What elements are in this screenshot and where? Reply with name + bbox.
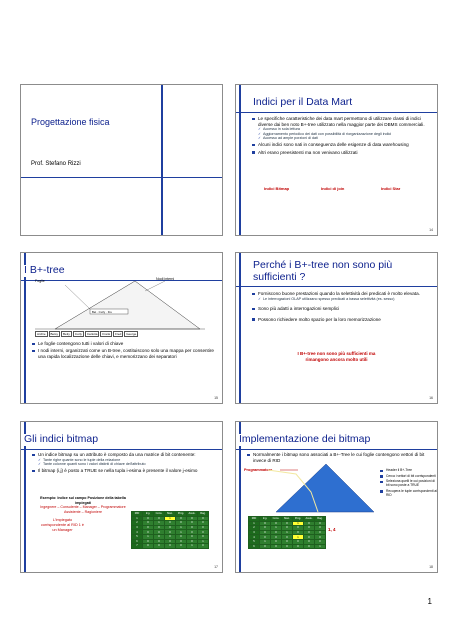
leaf-key: Frank (102, 332, 111, 336)
leaf-key: Fred (115, 332, 122, 336)
slide-heading: I B+-tree (24, 264, 65, 276)
table-row: 5 1 0 0 0 0 0 (132, 534, 209, 539)
slide-btree-insufficient (235, 252, 438, 404)
table-row: 6 0 0 0 0 0 1 (249, 544, 326, 549)
slide-number: 14 (429, 228, 433, 232)
bullet-item: Le specifiche caratteristiche dei data mart permettono di utilizzare classi di indici diverse dai ben noto B+-tree utilizzato nella maggior parte dei DBMS commerciali. ✓ Accesso in sola lettura ✓ Aggiornamento periodico dei dati con possibilità di riorganizzazione degli indici ✓ Accesso ad ampie porzioni di dati (251, 116, 431, 141)
slide-title-text: Progettazione fisica (31, 117, 110, 127)
leaf-key: Betty (63, 332, 70, 336)
leaves-label: Foglie (35, 279, 45, 283)
bullet-list (251, 291, 431, 324)
search-key-label: Programmatore (244, 468, 273, 472)
bullet-item: Sono più adatti a interrogazioni semplici (251, 306, 431, 312)
slide-heading: Indici per il Data Mart (253, 96, 353, 108)
side-steps (379, 468, 437, 499)
bullet-item: Un indice bitmap su un attributo è composto da una matrice di bit contenente: ✓ Tante righe quante sono le tuple della relazione ✓ Tante colonne quanti sono i valori distinti di chiave dell'attributo (31, 452, 216, 467)
step-item: Cerca i vettori di bit corrispondenti (379, 474, 437, 478)
bullet-item: Forniscono buone prestazioni quando la selettività dei predicati è molto elevata. ✓ Le interrogazioni OLAP utilizzano spesso predicati a bassa selettività (es. sesso) (251, 291, 431, 301)
sub-bullet: ✓ Le interrogazioni OLAP utilizzano spesso predicati a bassa selettività (es. sesso) (258, 297, 431, 301)
step-item: Header il B+-Tree (379, 468, 437, 472)
bullet-list (251, 116, 431, 157)
sub-bullet: ✓ Accesso ad ampie porzioni di dati (258, 136, 431, 140)
sub-bullet: ✓ Tante righe quante sono le tuple della relazione (38, 458, 216, 462)
sub-bullet: ✓ Tante colonne quanti sono i valori distinti di chiave dell'attributo (38, 462, 216, 466)
node-keys: Bet · Curly · Fre (92, 310, 112, 314)
slide-btree (20, 252, 223, 404)
leaf-key: George (126, 332, 137, 336)
kind-join: Indici di join (321, 186, 345, 191)
leaf-key: Curly (74, 332, 82, 336)
slide-number: 18 (429, 565, 433, 569)
sub-bullet: ✓ Accesso in sola lettura (258, 127, 431, 131)
slide-bitmap-index (20, 421, 223, 573)
slide-title (20, 84, 223, 236)
slide-number: 15 (214, 396, 218, 400)
kind-bitmap: Indici Bitmap (264, 186, 290, 191)
internal-nodes-label: Nodi interni (156, 277, 175, 281)
leaf-key: Archie (37, 332, 46, 336)
slide-author: Prof. Stefano Rizzi (31, 161, 81, 167)
bitmap-table: RID Ing. Cons. Man. Prog. Assis. Rag. 1 0 0 1 0 0 0 2 0 1 0 0 0 0 3 0 0 0 1 0 0 4 0 0 0 1 0 0 5 1 0 0 0 0 0 6 0 0 0 0 0 1 7 0 0 0 0 1 0 (131, 511, 209, 549)
table-row: 4 0 0 0 1 0 0 (132, 530, 209, 535)
bullet-item: I nodi interni, organizzati come un B-tree, costituiscono solo una mappa per consentire una rapida localizzazione delle chiavi, e memorizzano dei separatori (31, 348, 216, 359)
slide-heading: Gli indici bitmap (24, 433, 99, 445)
slide-number: 17 (214, 565, 218, 569)
example-text: Esempio: Indice sul campo Posizione della tabella impiegati Ingegnere – Consulente – Manager – Programmatore Assistente – Ragioniere (40, 496, 126, 515)
table-row: 2 0 1 0 0 0 0 (249, 526, 326, 531)
table-row: 5 1 0 0 0 0 0 (249, 539, 326, 544)
sub-bullet: ✓ Aggiornamento periodico dei dati con possibilità di riorganizzazione degli indici (258, 132, 431, 136)
btree-diagram (35, 271, 205, 337)
bullet-item: Alcuni indici sono nati in conseguenza delle esigenze di data warehousing (251, 142, 431, 148)
slide-bitmap-implementation (235, 421, 438, 573)
example-note: L'impiegato corrispondente al RID 1 è un Manager (40, 518, 85, 532)
bullet-list (31, 452, 216, 475)
slide-heading: Implementazione dei bitmap (239, 433, 371, 445)
bitmap-table: RID Ing. Cons. Man. Prog. Assis. Rag. 1 0 0 0 1 0 0 2 0 1 0 0 0 0 3 0 0 1 0 0 0 4 0 0 0 1 0 0 5 1 0 0 0 0 0 6 0 0 0 0 0 1 (248, 516, 326, 549)
bullet-item: Normalmente i bitmap sono associati a B+-Tree le cui foglie contengono vettori di bit invece di RID (246, 452, 431, 463)
result-rids: 1, 4 (328, 527, 336, 532)
table-row: 3 0 0 1 0 0 0 (249, 530, 326, 535)
step-item: Recupera le tuple corrispondenti ai RID (379, 489, 437, 497)
step-item: Seleziona quelli le cui posizioni di bit sono poste a TRUE (379, 479, 437, 487)
leaf-row (35, 331, 138, 337)
callout: I B+-tree non sono più sufficienti ma rimangono ancora molto utili (297, 351, 376, 362)
table-row: 3 0 0 0 1 0 0 (132, 525, 209, 530)
bullet-item: Le foglie contengono tutti i valori di chiave (31, 341, 216, 347)
bullet-item: Il bitmap (i,j) è posto a TRUE se nella tupla i-esima è presente il valore j-esimo (31, 468, 216, 474)
bullet-item: Possono richiedere molto spazio per la loro memorizzazione (251, 317, 431, 323)
page-number: 1 (427, 597, 432, 606)
bullet-list (31, 341, 216, 361)
table-row: 7 0 0 0 0 1 0 (132, 544, 209, 549)
table-row: 6 0 0 0 0 0 1 (132, 539, 209, 544)
table-row: 1 0 0 0 1 0 0 (249, 521, 326, 526)
kind-star: Indici Star (381, 186, 401, 191)
slide-number: 16 (429, 396, 433, 400)
slide-indici-data-mart (235, 84, 438, 236)
btree-triangle (266, 462, 376, 514)
slide-heading: Perché i B+-tree non sono più sufficienti ? (253, 259, 393, 283)
table-row: 2 0 1 0 0 0 0 (132, 521, 209, 526)
table-row: 1 0 0 1 0 0 0 (132, 516, 209, 521)
bullet-item: Altri erano preesistenti ma non venivano utilizzati (251, 150, 431, 156)
leaf-key: Carlotta (86, 332, 98, 336)
table-row: 4 0 0 0 1 0 0 (249, 535, 326, 540)
leaf-key: Betsy (50, 332, 59, 336)
